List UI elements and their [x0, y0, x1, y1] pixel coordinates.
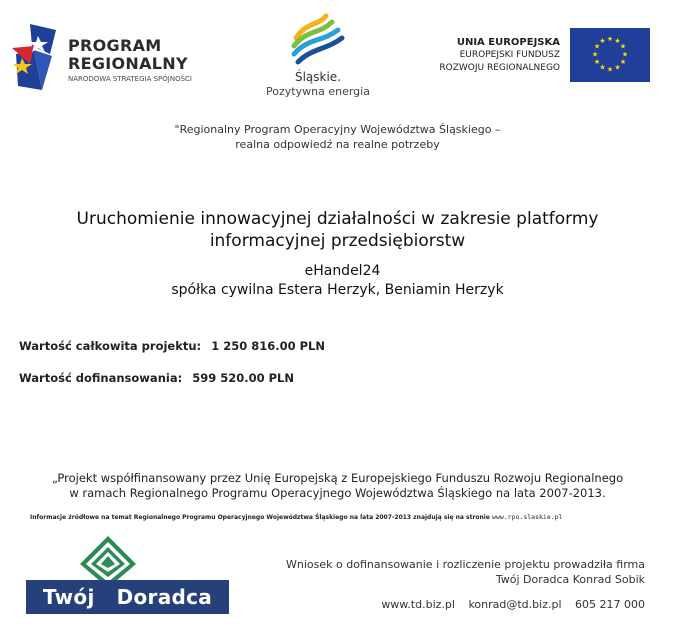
twoj-doradca-wordmark — [26, 580, 229, 614]
slaskie-logo — [258, 12, 378, 102]
company-owners: spółka cywilna Estera Herzyk, Beniamin Herzyk — [171, 282, 504, 298]
firm-statement — [240, 557, 645, 587]
motto — [0, 122, 675, 152]
svg-text:★: ★ — [599, 37, 606, 45]
firm-line2: Twój Doradca Konrad Sobik — [495, 573, 645, 586]
source-text: Informacje źródłowe na temat Regionalnego Programu Operacyjnego Województwa Śląskiego na lata 2007-2013 znajdują się na stronie — [30, 514, 490, 521]
program-regionalny-emblem-icon — [12, 24, 62, 90]
contact-info — [240, 598, 645, 611]
total-value-label: Wartość całkowita projektu: — [19, 339, 202, 353]
website-link[interactable]: www.td.biz.pl — [381, 598, 455, 611]
beneficiary — [0, 262, 675, 300]
wordmark-doradca: Doradca — [116, 585, 213, 609]
eu-logo-text — [410, 36, 560, 75]
cofinancing-statement — [0, 471, 675, 501]
cofinancing-value-label: Wartość dofinansowania: — [19, 371, 183, 385]
cofinancing-value-amount: 599 520.00 PLN — [192, 371, 294, 385]
phone-number: 605 217 000 — [575, 598, 645, 611]
eu-line1: UNIA EUROPEJSKA — [456, 37, 560, 48]
program-logo-line1: PROGRAM — [68, 36, 162, 55]
svg-text:★: ★ — [606, 35, 614, 43]
svg-text:★: ★ — [599, 63, 606, 72]
eu-flag-icon — [570, 28, 650, 82]
cofinancing-value-row — [19, 371, 294, 385]
svg-text:★: ★ — [614, 37, 621, 45]
project-title-line2: informacyjnej przedsiębiorstw — [209, 231, 466, 251]
eu-line2: EUROPEJSKI FUNDUSZ — [459, 50, 560, 60]
project-title — [0, 208, 675, 252]
slaskie-name: Śląskie. — [294, 70, 342, 84]
program-logo-line3: NARODOWA STRATEGIA SPÓJNOŚCI — [68, 75, 192, 83]
wordmark-twoj: Twój — [42, 585, 95, 609]
source-url[interactable]: www.rpo.slaskie.pl — [492, 513, 563, 521]
slaskie-tagline: Pozytywna energia — [266, 85, 370, 98]
firm-line1: Wniosek o dofinansowanie i rozliczenie projektu prowadziła firma — [286, 558, 645, 571]
project-title-line1: Uruchomienie innowacyjnej działalności w zakresie platformy — [76, 209, 599, 229]
slaskie-waves-icon — [288, 12, 348, 68]
svg-text:★: ★ — [614, 63, 621, 72]
svg-text:★: ★ — [593, 42, 601, 51]
motto-line2: realna odpowiedź na realne potrzeby — [235, 138, 440, 151]
cofinancing-line1: „Projekt współfinansowany przez Unię Europejską z Europejskiego Funduszu Rozwoju Regionalnego — [51, 471, 624, 485]
program-regionalny-logo — [12, 24, 227, 90]
svg-text:★: ★ — [619, 42, 627, 51]
email-link[interactable]: konrad@td.biz.pl — [468, 598, 562, 611]
cofinancing-line2: w ramach Regionalnego Programu Operacyjnego Województwa Śląskiego na lata 2007-2013. — [69, 486, 606, 500]
total-value-amount: 1 250 816.00 PLN — [211, 339, 325, 353]
total-value-row — [19, 339, 325, 353]
svg-text:★: ★ — [621, 50, 629, 59]
motto-line1: "Regionalny Program Operacyjny Województwa Śląskiego – — [174, 123, 501, 136]
program-logo-line2: REGIONALNY — [68, 54, 188, 73]
svg-text:★: ★ — [593, 58, 601, 66]
company-name: eHandel24 — [304, 263, 381, 279]
svg-text:★: ★ — [619, 58, 627, 66]
eu-line3: ROZWOJU REGIONALNEGO — [439, 63, 560, 73]
svg-text:★: ★ — [591, 50, 599, 59]
source-info — [30, 513, 562, 521]
svg-text:★: ★ — [606, 65, 614, 74]
twoj-doradca-logo — [26, 536, 231, 616]
